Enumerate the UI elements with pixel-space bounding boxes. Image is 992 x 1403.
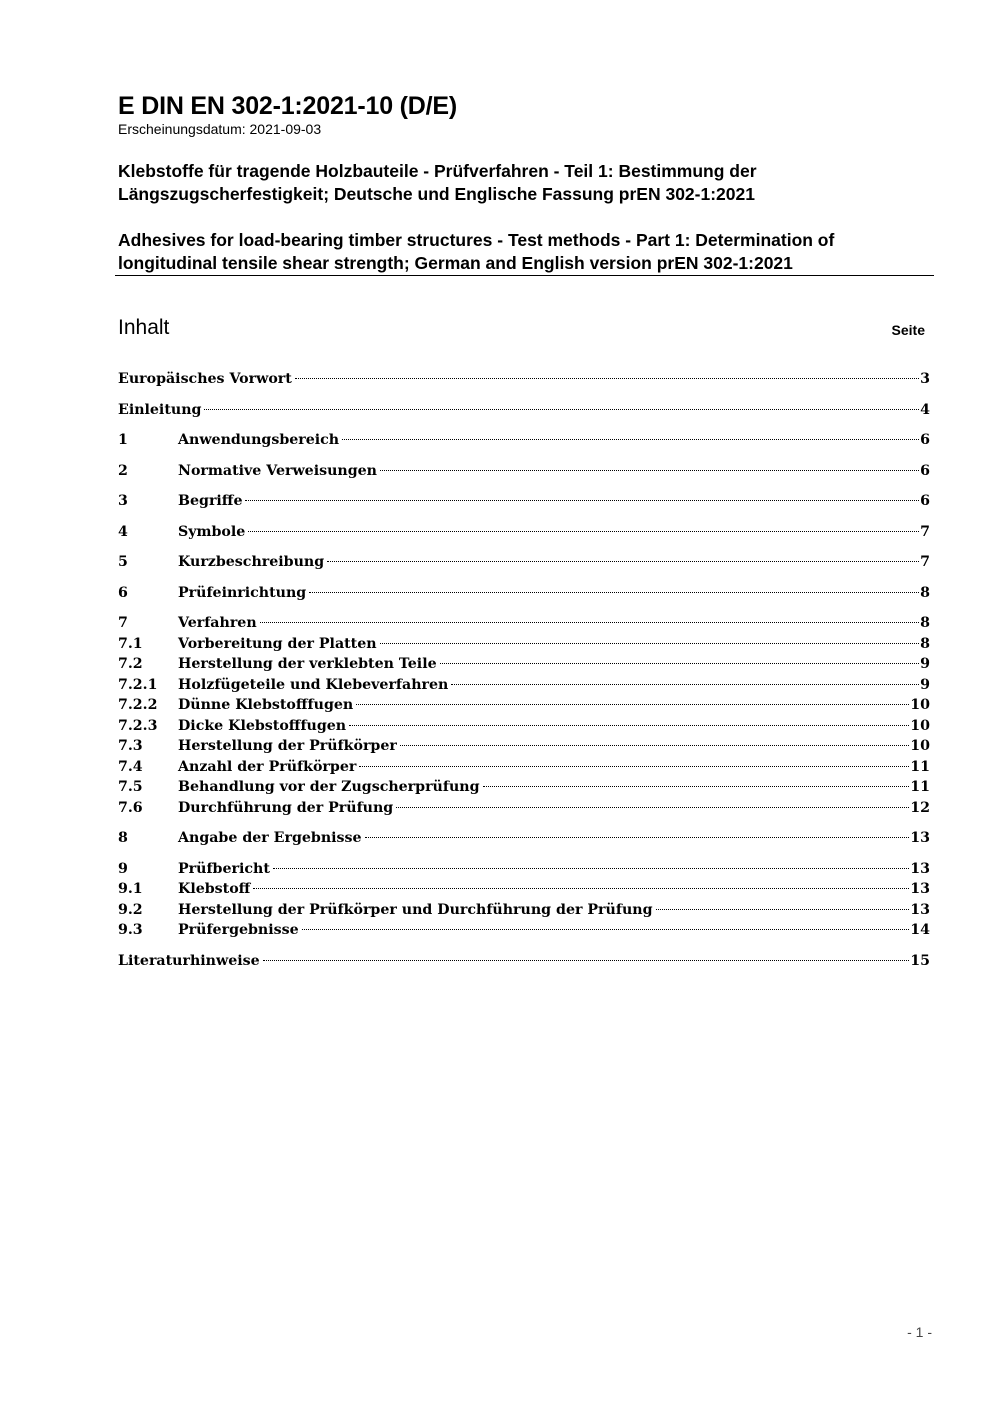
- toc-entry-page: 8: [920, 615, 930, 631]
- toc-entry-page: 13: [910, 830, 930, 846]
- toc-entry[interactable]: [118, 861, 930, 882]
- toc-entry-number: 2: [118, 462, 128, 479]
- toc-entry-title: Einleitung: [118, 401, 202, 418]
- toc-leader: [356, 704, 909, 705]
- toc-entry-title: Durchführung der Prüfung: [178, 799, 394, 816]
- toc-leader: [263, 960, 910, 961]
- toc-entry[interactable]: [118, 371, 930, 392]
- toc-entry-title: Verfahren: [178, 615, 257, 631]
- toc-entry-page: 10: [910, 717, 930, 734]
- title-german: Klebstoffe für tragende Holzbauteile - Prüfverfahren - Teil 1: Bestimmung der Längszugscherfestigkeit; Deutsche und Englische Fassung prEN 302-1:2021: [118, 161, 757, 204]
- toc-entry-number: 8: [118, 830, 128, 846]
- toc-leader: [253, 888, 909, 889]
- toc-entry[interactable]: [118, 759, 930, 780]
- toc-entry-number: 7.2.3: [118, 717, 158, 734]
- toc-entry-title: Herstellung der Prüfkörper: [178, 738, 397, 754]
- toc-entry-number: 7.2: [118, 656, 143, 672]
- toc-entry[interactable]: [118, 463, 930, 484]
- toc-entry[interactable]: [118, 800, 930, 821]
- toc-entry-number: 4: [118, 523, 128, 540]
- toc-entry[interactable]: [118, 902, 930, 923]
- toc-entry-title: Europäisches Vorwort: [118, 371, 292, 387]
- toc-entry[interactable]: [118, 718, 930, 739]
- toc-page-label: Seite: [891, 322, 925, 338]
- toc-leader: [380, 470, 919, 471]
- table-of-contents: [118, 371, 930, 973]
- toc-entry-title: Holzfügeteile und Klebeverfahren: [178, 676, 449, 693]
- toc-entry-page: 10: [910, 738, 930, 754]
- toc-entry[interactable]: [118, 677, 930, 698]
- title-english: Adhesives for load-bearing timber structures - Test methods - Part 1: Determination of longitudinal tensile shear strength; German and English version prEN 302-1:2021: [118, 230, 835, 273]
- toc-entry-page: 6: [920, 462, 930, 479]
- toc-leader: [295, 378, 919, 379]
- toc-entry-title: Behandlung vor der Zugscherprüfung: [178, 779, 480, 795]
- toc-entry-page: 13: [910, 881, 930, 897]
- toc-entry-title: Anwendungsbereich: [178, 432, 340, 448]
- toc-entry-page: 13: [910, 901, 930, 918]
- toc-entry-number: 3: [118, 493, 128, 509]
- toc-entry[interactable]: [118, 656, 930, 677]
- toc-leader: [483, 786, 910, 787]
- toc-entry-number: 1: [118, 432, 128, 448]
- toc-entry-page: 12: [910, 799, 930, 816]
- toc-heading: Inhalt: [118, 316, 170, 339]
- toc-entry-number: 7.3: [118, 738, 143, 754]
- toc-entry[interactable]: [118, 881, 930, 902]
- toc-entry-page: 10: [910, 697, 930, 713]
- toc-leader: [365, 837, 910, 838]
- toc-entry-page: 6: [920, 432, 930, 448]
- toc-entry[interactable]: [118, 953, 930, 974]
- toc-entry[interactable]: [118, 554, 930, 575]
- toc-entry-number: 9.2: [118, 901, 143, 918]
- toc-entry[interactable]: [118, 585, 930, 606]
- toc-entry-page: 11: [910, 779, 930, 795]
- toc-entry-page: 8: [920, 584, 930, 601]
- toc-entry-title: Angabe der Ergebnisse: [178, 830, 362, 846]
- toc-entry-number: 7.2.2: [118, 697, 158, 713]
- toc-leader: [451, 684, 919, 685]
- toc-entry-title: Normative Verweisungen: [178, 462, 377, 479]
- toc-entry-title: Begriffe: [178, 493, 243, 509]
- toc-entry[interactable]: [118, 636, 930, 657]
- toc-entry-number: 5: [118, 554, 128, 570]
- toc-entry-page: 13: [910, 860, 930, 877]
- document-id: E DIN EN 302-1:2021-10 (D/E): [118, 92, 457, 120]
- toc-entry-number: 9.3: [118, 922, 143, 938]
- toc-entry[interactable]: [118, 779, 930, 800]
- toc-entry-number: 7: [118, 615, 128, 631]
- toc-entry[interactable]: [118, 432, 930, 453]
- toc-entry-title: Herstellung der Prüfkörper und Durchführung der Prüfung: [178, 901, 653, 918]
- toc-entry-title: Prüfergebnisse: [178, 922, 299, 938]
- toc-entry[interactable]: [118, 738, 930, 759]
- toc-entry-title: Dicke Klebstofffugen: [178, 717, 347, 734]
- toc-leader: [204, 409, 919, 410]
- toc-leader: [309, 592, 919, 593]
- toc-entry[interactable]: [118, 524, 930, 545]
- toc-leader: [396, 807, 909, 808]
- toc-leader: [248, 531, 919, 532]
- toc-leader: [359, 766, 909, 767]
- toc-entry-number: 7.1: [118, 635, 143, 652]
- toc-entry-number: 7.2.1: [118, 676, 158, 693]
- toc-entry-number: 7.5: [118, 779, 143, 795]
- toc-entry-page: 14: [910, 922, 930, 938]
- page-number: - 1 -: [907, 1324, 932, 1340]
- toc-leader: [260, 622, 919, 623]
- toc-leader: [400, 745, 909, 746]
- toc-leader: [245, 500, 919, 501]
- toc-entry[interactable]: [118, 922, 930, 943]
- toc-entry-title: Prüfbericht: [178, 860, 270, 877]
- toc-entry-title: Dünne Klebstofffugen: [178, 697, 354, 713]
- toc-entry[interactable]: [118, 615, 930, 636]
- toc-leader: [327, 561, 919, 562]
- toc-entry-page: 11: [910, 758, 930, 775]
- toc-entry-title: Literaturhinweise: [118, 952, 260, 969]
- publication-date: Erscheinungsdatum: 2021-09-03: [118, 121, 322, 137]
- toc-leader: [302, 929, 910, 930]
- toc-entry-title: Prüfeinrichtung: [178, 584, 307, 601]
- toc-entry-number: 7.4: [118, 758, 143, 775]
- header-divider: [115, 275, 934, 276]
- toc-entry[interactable]: [118, 830, 930, 851]
- toc-entry-page: 3: [920, 371, 930, 387]
- toc-leader: [380, 643, 920, 644]
- toc-leader: [656, 909, 910, 910]
- toc-entry-page: 8: [920, 635, 930, 652]
- toc-entry-number: 6: [118, 584, 128, 601]
- toc-entry-title: Kurzbeschreibung: [178, 554, 325, 570]
- toc-entry[interactable]: [118, 697, 930, 718]
- toc-entry-title: Herstellung der verklebten Teile: [178, 656, 437, 672]
- toc-entry-number: 9.1: [118, 881, 143, 897]
- toc-entry-number: 9: [118, 860, 128, 877]
- toc-entry-page: 4: [920, 401, 930, 418]
- toc-entry-title: Anzahl der Prüfkörper: [178, 758, 357, 775]
- toc-entry-page: 6: [920, 493, 930, 509]
- toc-entry-page: 7: [920, 554, 930, 570]
- toc-entry[interactable]: [118, 402, 930, 423]
- toc-leader: [349, 725, 909, 726]
- toc-leader: [273, 868, 909, 869]
- toc-leader: [440, 663, 920, 664]
- toc-entry-title: Symbole: [178, 523, 246, 540]
- toc-leader: [342, 439, 919, 440]
- toc-entry-page: 7: [920, 523, 930, 540]
- toc-entry-number: 7.6: [118, 799, 143, 816]
- toc-entry-page: 9: [920, 676, 930, 693]
- toc-entry[interactable]: [118, 493, 930, 514]
- toc-entry-page: 15: [910, 952, 930, 969]
- toc-entry-page: 9: [920, 656, 930, 672]
- toc-entry-title: Klebstoff: [178, 881, 251, 897]
- toc-entry-title: Vorbereitung der Platten: [178, 635, 377, 652]
